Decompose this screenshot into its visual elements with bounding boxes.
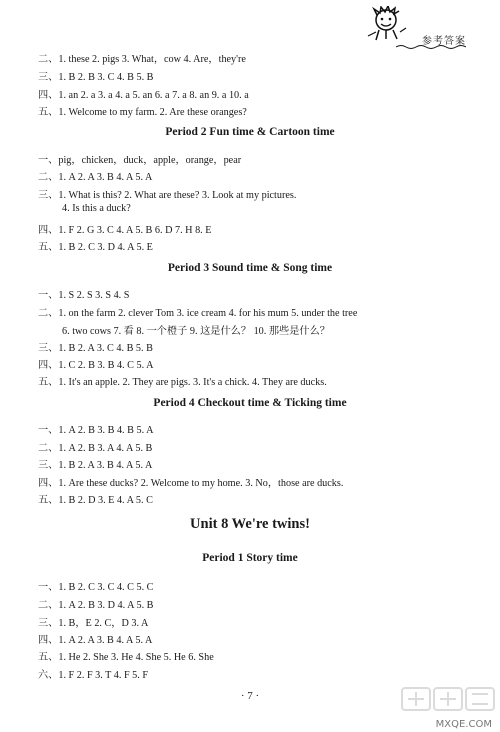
answer-line: 二、1. A 2. A 3. B 4. A 5. A [38,172,153,183]
answer-line: 6. two cows 7. 看 8. 一个橙子 9. 这是什么？ 10. 那些是什么？ [62,326,330,337]
answer-line: 五、1. He 2. She 3. He 4. She 5. He 6. She [38,652,214,663]
cartoon-boy-icon [364,6,408,42]
answer-line: 五、1. It's an apple. 2. They are pigs. 3. It's a chick. 4. They are ducks. [38,377,327,388]
answer-line: 二、1. A 2. B 3. D 4. A 5. B [38,600,154,611]
answer-line: 一、1. A 2. B 3. B 4. B 5. A [38,425,154,436]
watermark-url: MXQE.COM [435,719,492,730]
answer-line: 四、1. an 2. a 3. a 4. a 5. an 6. a 7. a 8. an 9. a 10. a [38,90,249,101]
section-heading: Period 2 Fun time & Cartoon time [165,126,335,138]
answer-line: 三、1. B 2. A 3. C 4. B 5. B [38,343,153,354]
watermark-logo-icon [400,686,496,722]
answer-line: 五、1. Welcome to my farm. 2. Are these oranges? [38,107,247,118]
answer-line: 一、pig，chicken，duck，apple，orange，pear [38,155,242,166]
answer-line: 三、1. B 2. B 3. C 4. B 5. B [38,72,154,83]
answer-line: 二、1. on the farm 2. clever Tom 3. ice cream 4. for his mum 5. under the tree [38,308,358,319]
answer-line: 四、1. F 2. G 3. C 4. A 5. B 6. D 7. H 8. E [38,225,212,236]
page-number: · 7 · [240,690,260,702]
answer-line: 三、1. B，E 2. C，D 3. A [38,618,149,629]
answer-line: 五、1. B 2. C 3. D 4. A 5. E [38,242,153,253]
answer-line: 二、1. A 2. B 3. A 4. A 5. B [38,443,153,454]
header-wave-decoration [396,44,466,50]
page-header [346,6,466,46]
answer-key-label: 参考答案 [422,36,466,47]
answer-line: 三、1. What is this? 2. What are these? 3. Look at my pictures. [38,190,297,201]
answer-line: 二、1. these 2. pigs 3. What，cow 4. Are，they're [38,54,246,65]
section-heading: Period 4 Checkout time & Ticking time [153,397,347,409]
answer-line: 一、1. B 2. C 3. C 4. C 5. C [38,582,154,593]
unit-title: Unit 8 We're twins! [190,516,310,532]
answer-line: 三、1. B 2. A 3. B 4. A 5. A [38,460,153,471]
answer-line: 六、1. F 2. F 3. T 4. F 5. F [38,670,149,681]
answer-line: 四、1. A 2. A 3. B 4. A 5. A [38,635,153,646]
answer-line: 4. Is this a duck? [62,203,131,214]
answer-line: 一、1. S 2. S 3. S 4. S [38,290,130,301]
answer-line: 五、1. B 2. D 3. E 4. A 5. C [38,495,153,506]
answer-line: 四、1. Are these ducks? 2. Welcome to my home. 3. No，those are ducks. [38,478,344,489]
section-heading: Period 3 Sound time & Song time [167,262,333,274]
section-heading: Period 1 Story time [202,552,298,564]
answer-line: 四、1. C 2. B 3. B 4. C 5. A [38,360,154,371]
